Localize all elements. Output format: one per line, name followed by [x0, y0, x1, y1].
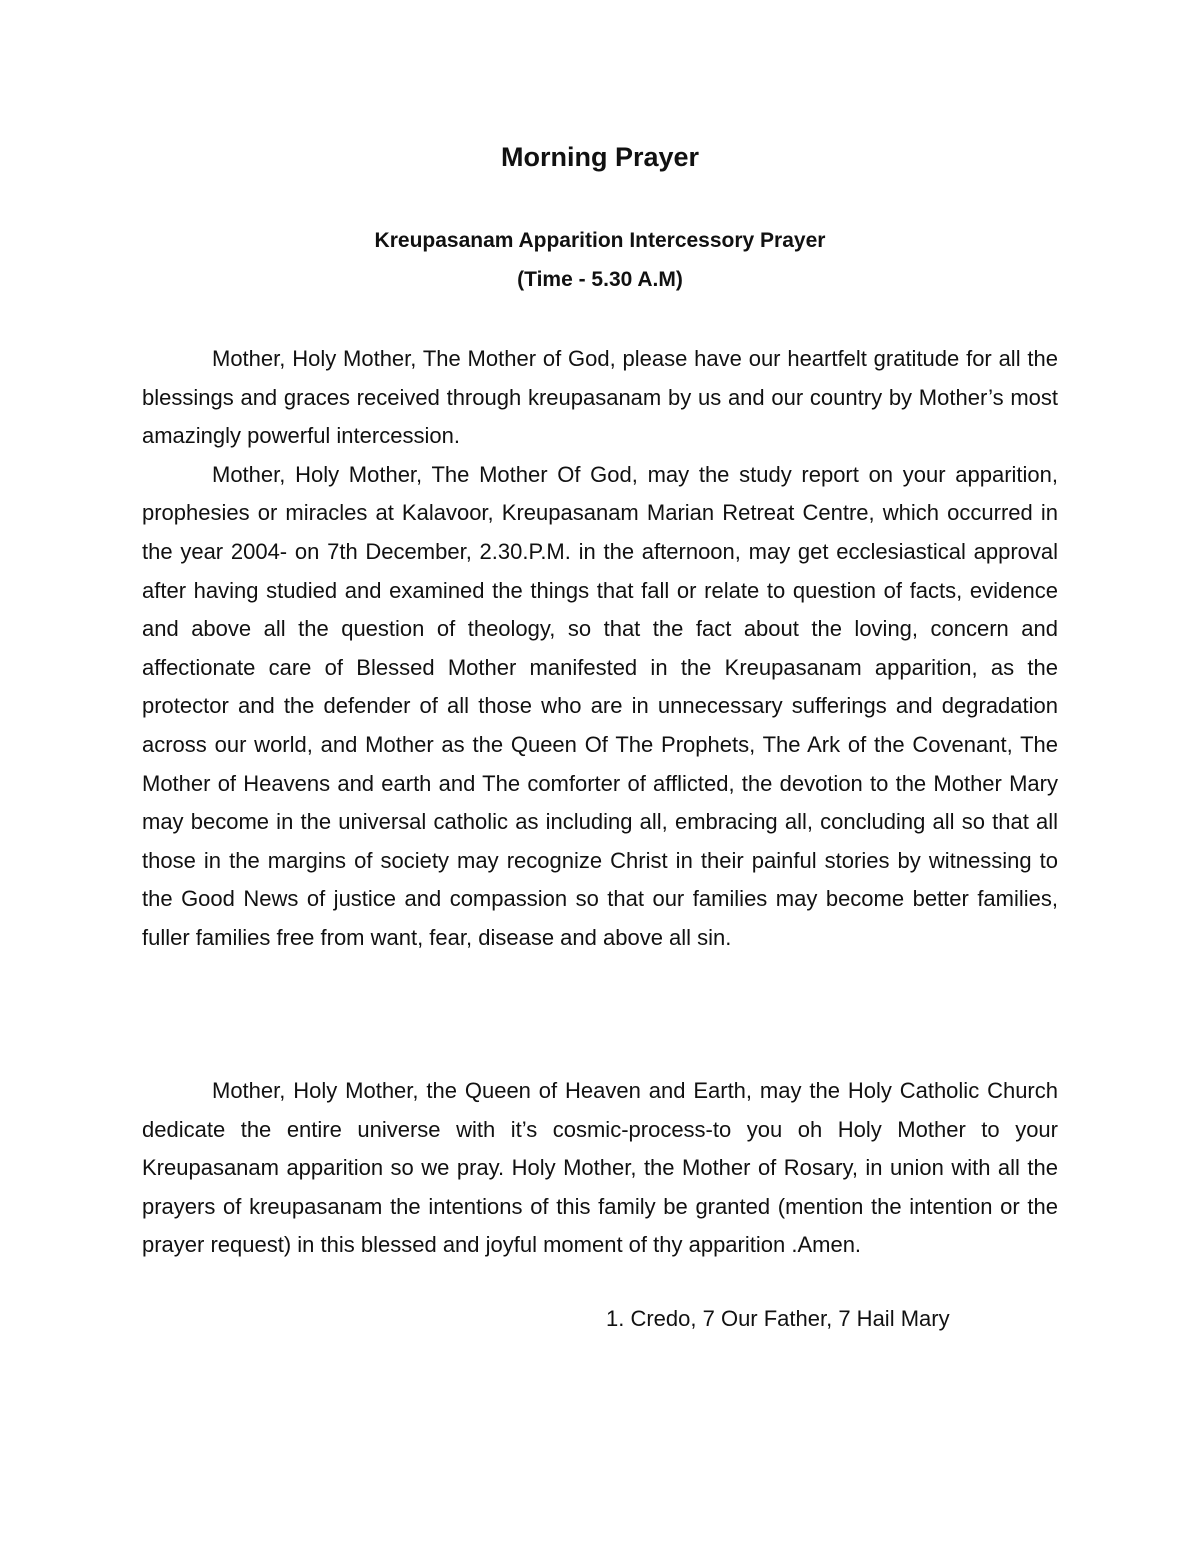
- paragraph-approval: Mother, Holy Mother, The Mother Of God, may the study report on your apparition, prophesies or miracles at Kalavoor, Kreupasanam Marian Retreat Centre, which occurred in the year 2004- on 7th December, 2.30.P.M. in the afternoon, may get ecclesiastical approval after having studied and examined the things that fall or relate to question of facts, evidence and above all the question of theology, so that the fact about the loving, concern and affectionate care of Blessed Mother manifested in the Kreupasanam apparition, as the protector and the defender of all those who are in unnecessary sufferings and degradation across our world, and Mother as the Queen Of The Prophets, The Ark of the Covenant, The Mother of Heavens and earth and The comforter of afflicted, the devotion to the Mother Mary may become in the universal catholic as including all, embracing all, concluding all so that all those in the margins of society may recognize Christ in their painful stories by witnessing to the Good News of justice and compassion so that our families may become better families, fuller families free from want, fear, disease and above all sin.: [142, 461, 1058, 950]
- prayer-body-part-2: [142, 1072, 1058, 1265]
- paragraph-dedication: Mother, Holy Mother, the Queen of Heaven and Earth, may the Holy Catholic Church dedicate the entire universe with it’s cosmic-process-to you oh Holy Mother to your Kreupasanam apparition so we pray. Holy Mother, the Mother of Rosary, in union with all the prayers of kreupasanam the intentions of this family be granted (mention the intention or the prayer request) in this blessed and joyful moment of thy apparition .Amen.: [142, 1078, 1058, 1258]
- prayer-body-part-1: [142, 340, 1058, 958]
- paragraph-gratitude: Mother, Holy Mother, The Mother of God, please have our heartfelt gratitude for all the blessings and graces received through kreupasanam by us and our country by Mother’s most amazingly powerful intercession.: [142, 346, 1058, 449]
- page-title: Morning Prayer: [500, 142, 700, 172]
- prayer-time: (Time - 5.30 A.M): [517, 268, 683, 291]
- prayer-subtitle: Kreupasanam Apparition Intercessory Prayer: [374, 229, 826, 252]
- prayer-list-item: 1. Credo, 7 Our Father, 7 Hail Mary: [606, 1306, 950, 1331]
